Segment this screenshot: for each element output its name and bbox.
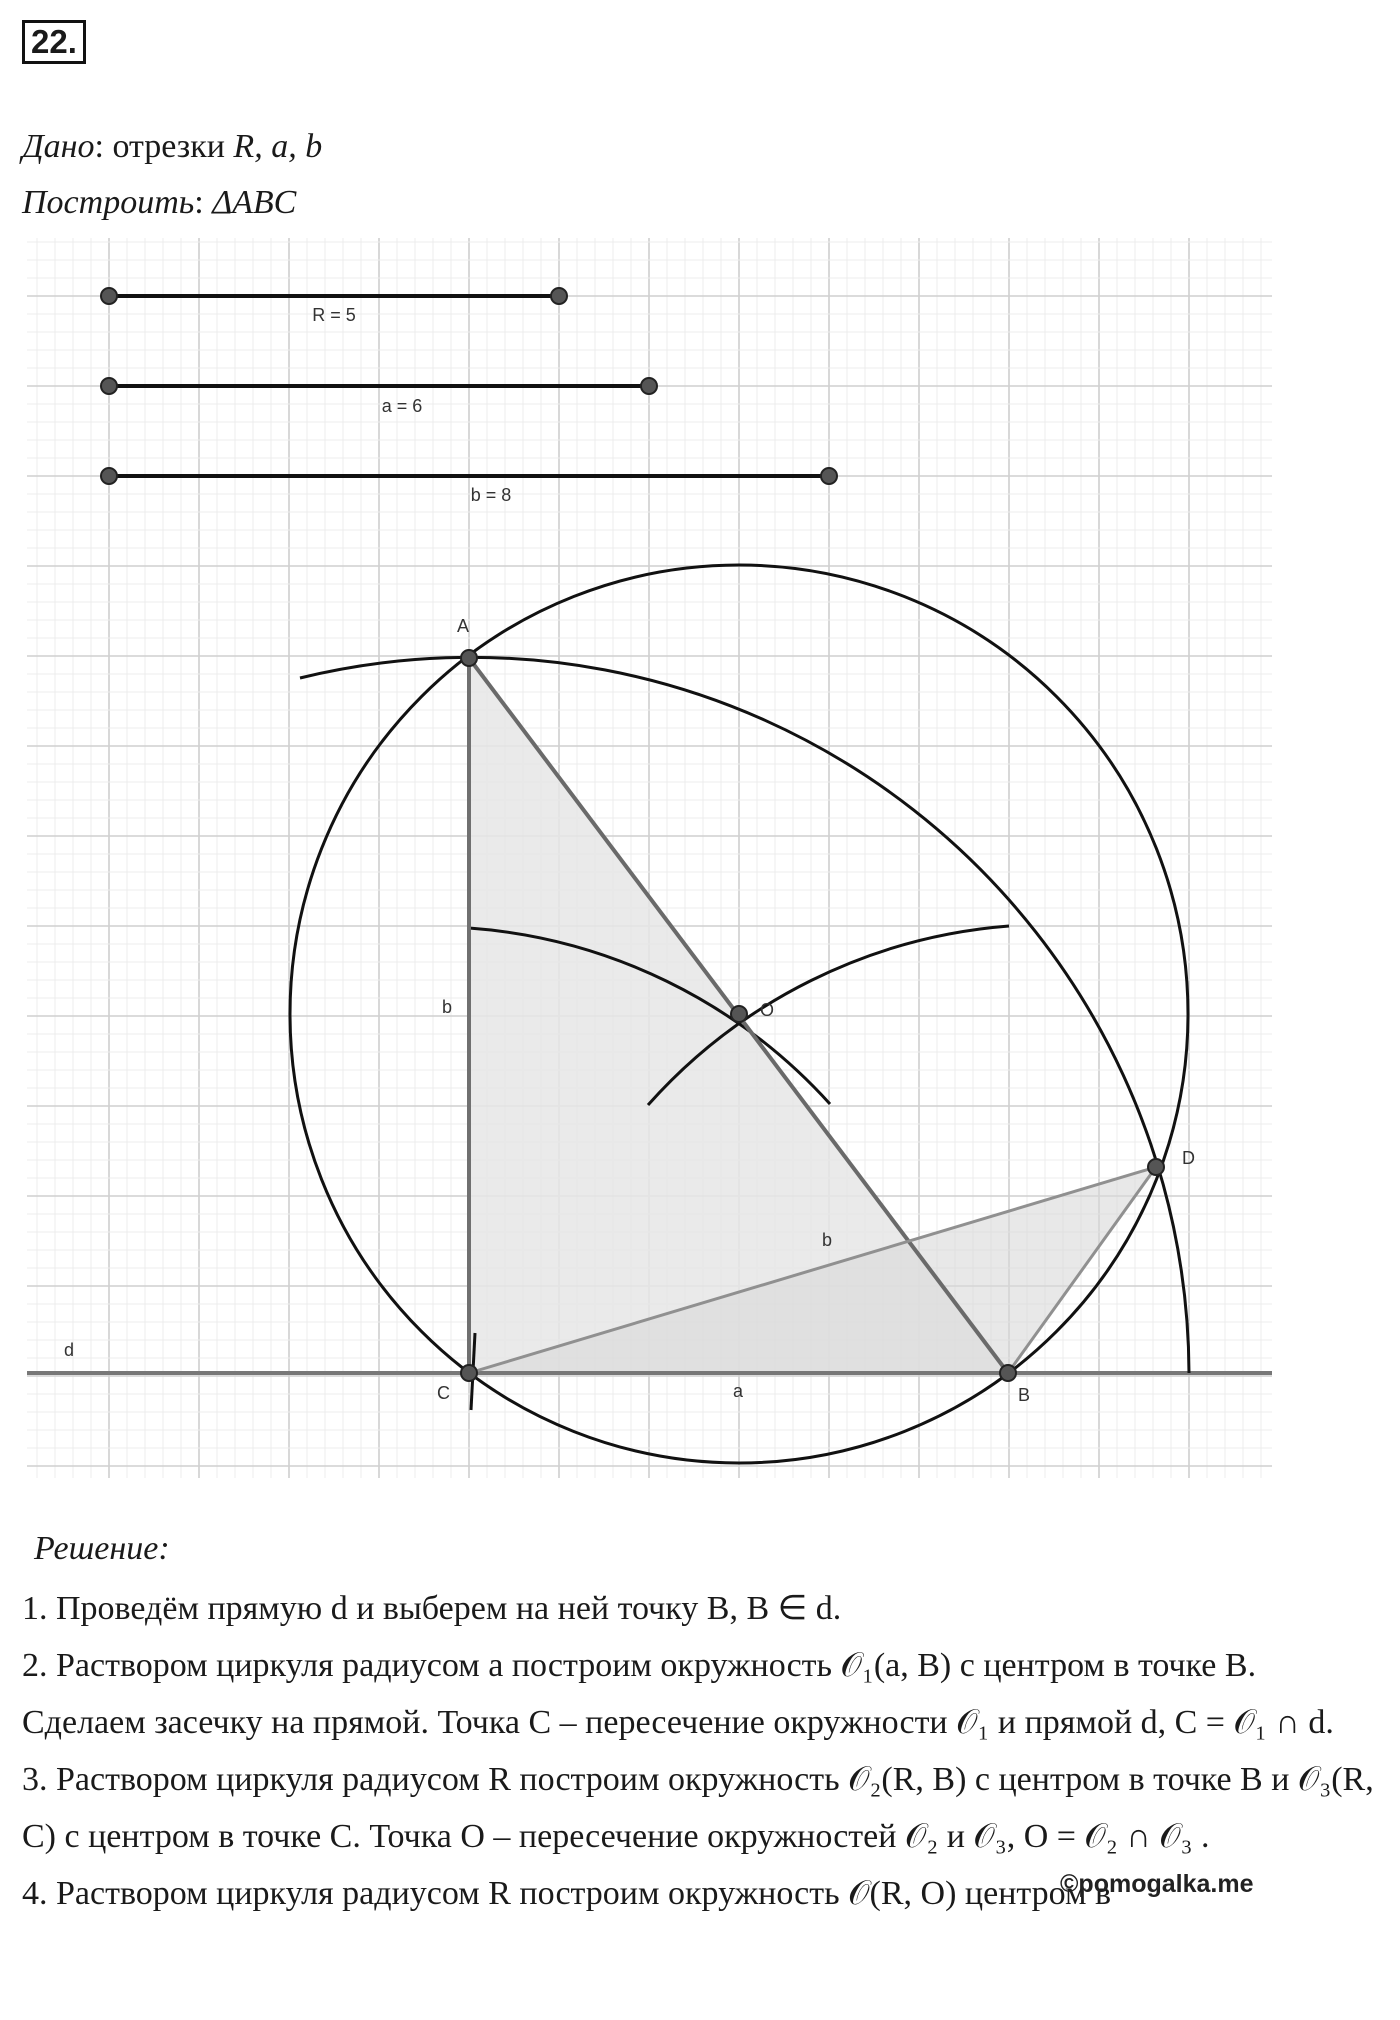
segment-a-start — [101, 378, 117, 394]
segment-r-label: R = 5 — [312, 305, 356, 325]
label-side-b-diag: b — [822, 1230, 833, 1250]
solution-step-4: 4. Раствором циркуля радиусом R построим окружность 𝒪(R, O) центром в — [22, 1875, 1112, 1912]
point-b — [1000, 1365, 1016, 1381]
segment-b-end — [821, 468, 837, 484]
given-vars: R, a, b — [233, 128, 323, 165]
segment-r-end — [551, 288, 567, 304]
point-a — [461, 650, 477, 666]
segment-r-start — [101, 288, 117, 304]
segment-a-label: a = 6 — [381, 396, 423, 416]
construct-label: Построить — [22, 184, 195, 221]
solution-step-1: 1. Проведём прямую d и выберем на ней точку B, B ∈ d. — [22, 1590, 842, 1627]
segment-b-label: b = 8 — [470, 485, 512, 505]
point-o — [731, 1006, 747, 1022]
point-c — [461, 1365, 477, 1381]
label-line-d: d — [64, 1340, 75, 1360]
watermark: ©pomogalka.me — [1060, 1870, 1254, 1898]
label-d: D — [1182, 1148, 1195, 1168]
point-d — [1148, 1159, 1164, 1175]
construct-target: ΔABC — [212, 184, 297, 221]
label-o: O — [760, 1000, 775, 1020]
problem-number: 22. — [22, 20, 86, 64]
construct-sep: : — [194, 184, 213, 221]
solution-step-2: 2. Раствором циркуля радиусом a построим окружность 𝒪₁(a, B) с центром в точке B. Сделаем засечку на прямой. Точка C – пересечение окружности 𝒪₁ и прямой d, C = 𝒪₁ ∩ d. — [22, 1647, 1334, 1741]
given-label: Дано — [22, 128, 95, 165]
segment-a-end — [641, 378, 657, 394]
solution-step-3: 3. Раствором циркуля радиусом R построим окружность 𝒪₂(R, B) с центром в точке B и 𝒪₃(R, C) с центром в точке C. Точка O – пересечение окружностей 𝒪₂ и 𝒪₃, O = 𝒪₂ ∩ 𝒪₃ . — [22, 1761, 1374, 1855]
label-b: B — [1018, 1385, 1031, 1405]
given-text: : отрезки — [94, 128, 234, 165]
solution-heading: Решение: — [34, 1530, 170, 1567]
segment-b-start — [101, 468, 117, 484]
label-side-a: a — [733, 1381, 744, 1401]
label-a: A — [457, 616, 470, 636]
label-side-b-left: b — [442, 997, 453, 1017]
label-c: C — [437, 1383, 450, 1403]
